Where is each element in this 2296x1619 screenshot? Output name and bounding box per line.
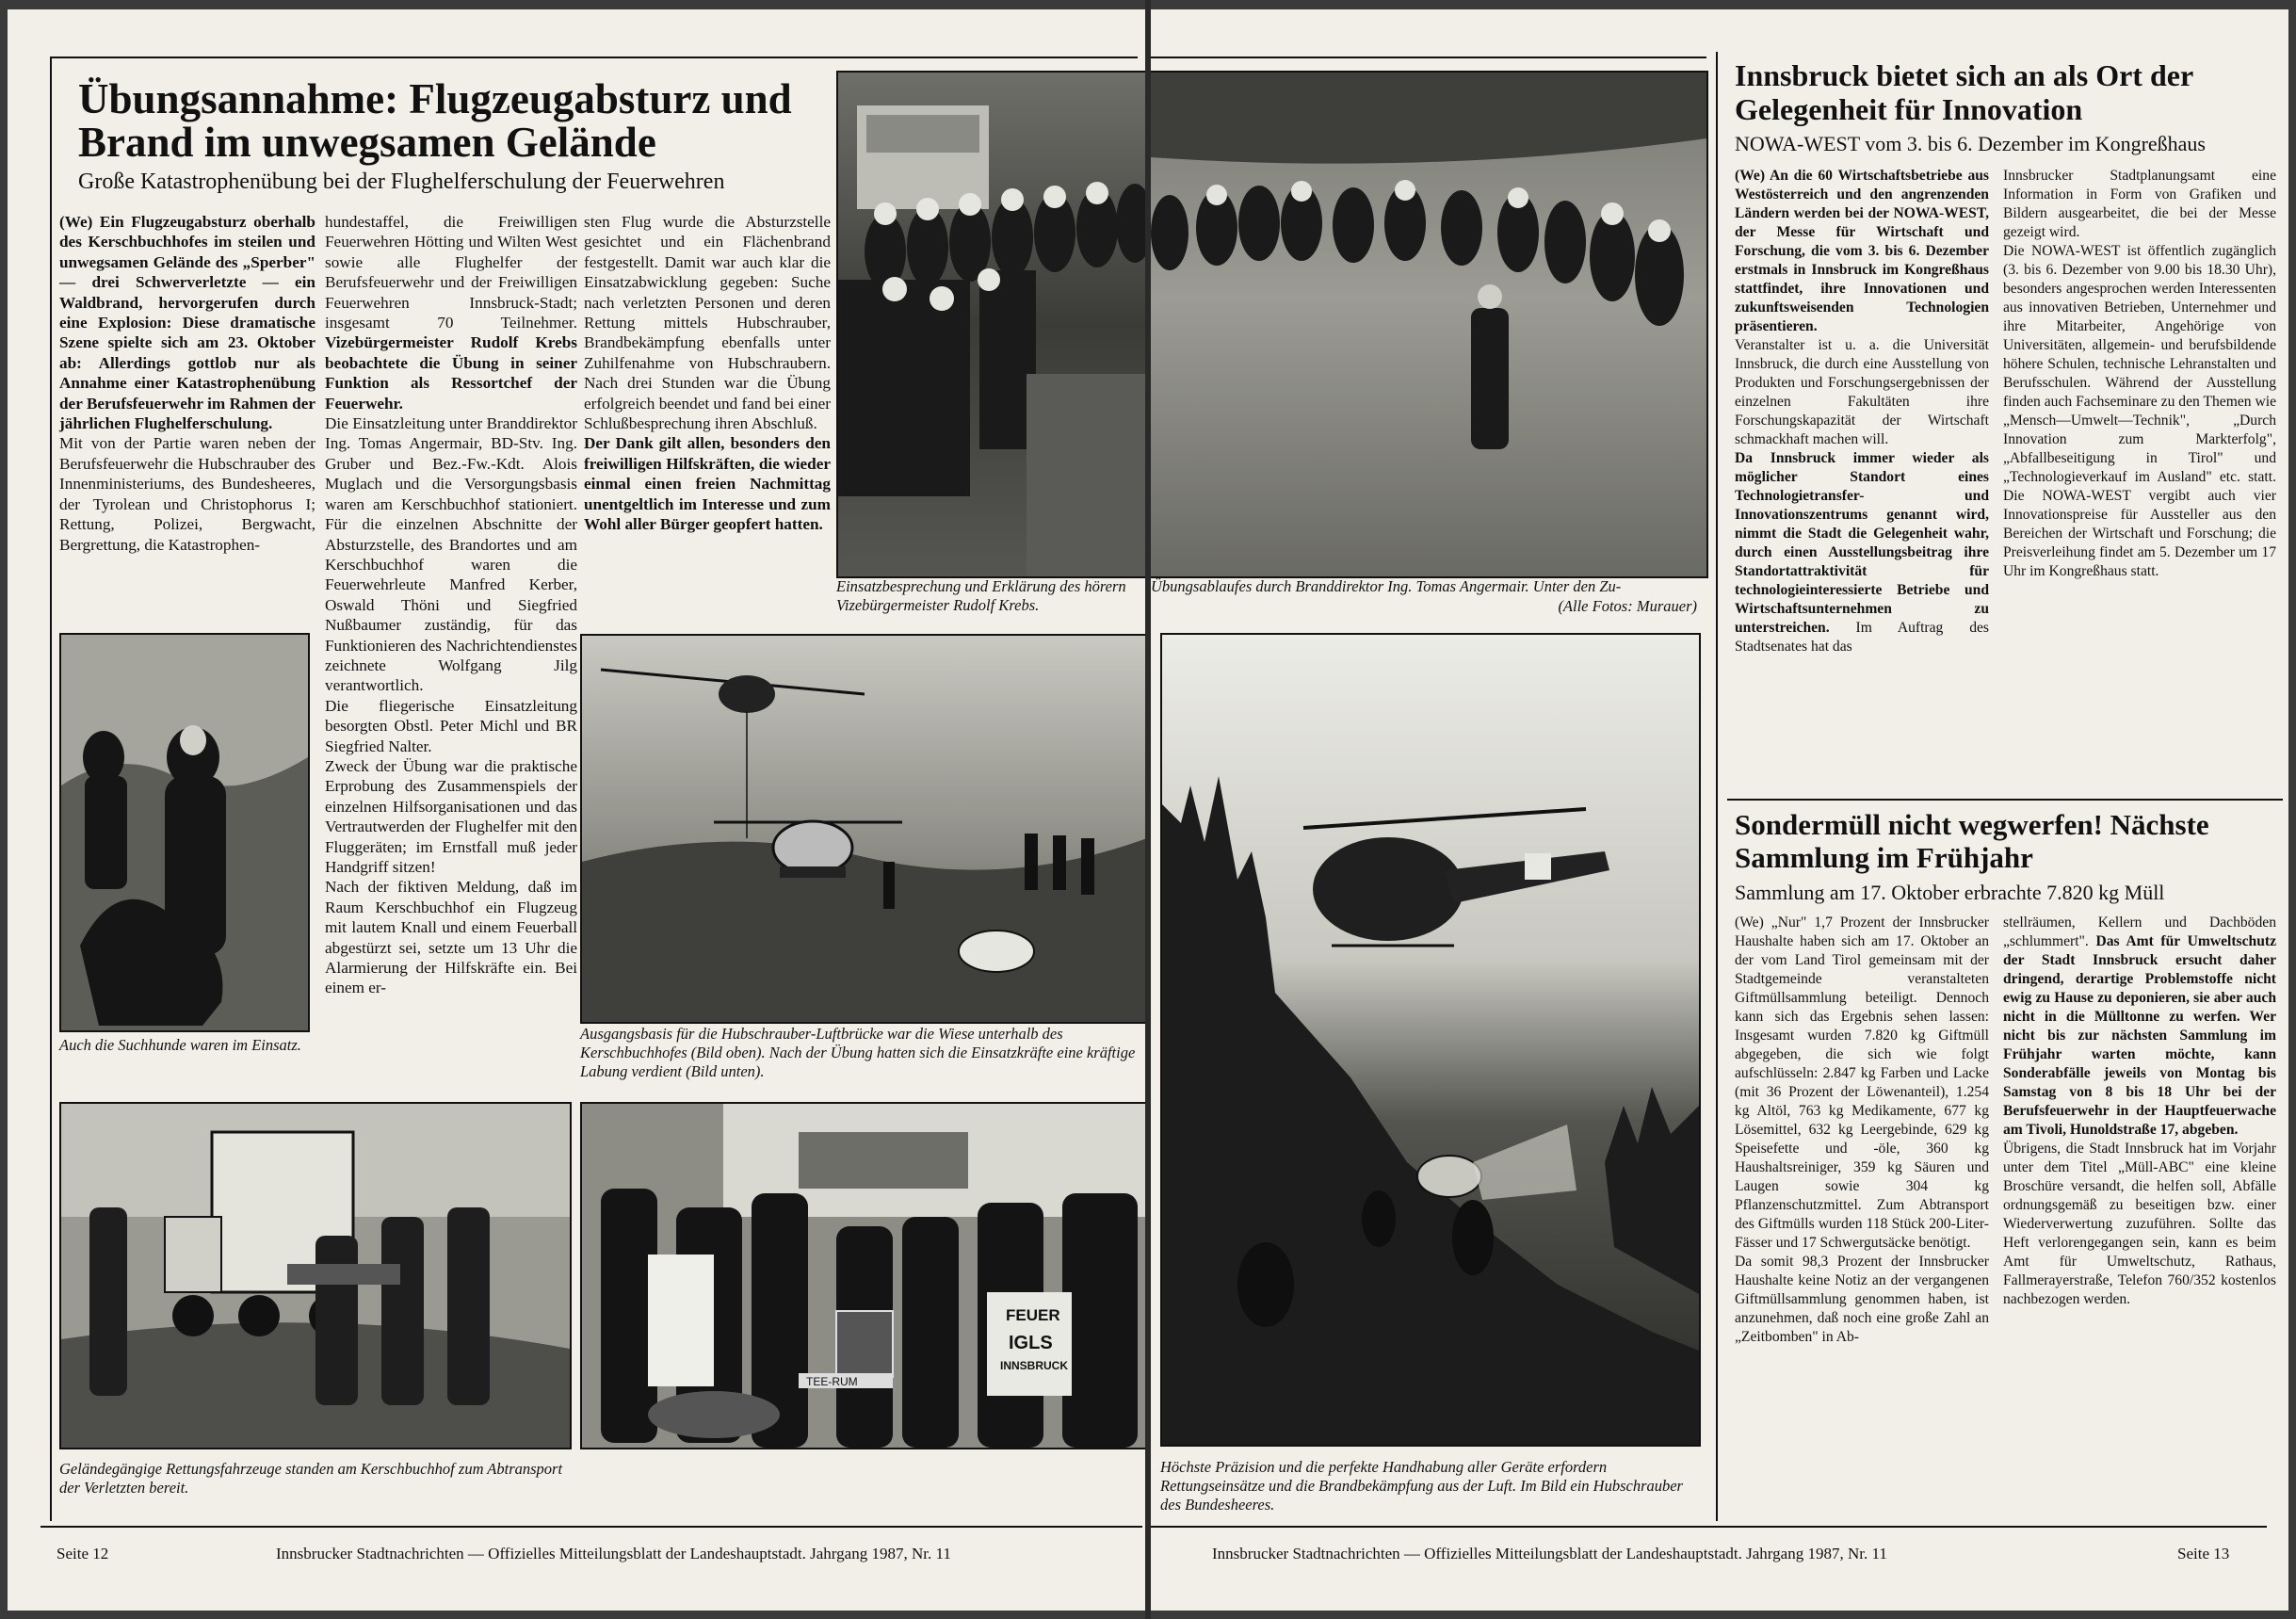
article-text: Mit von der Partie waren neben der Berufsfeuerwehr die Hubschrauber des Innenministeriums, des Bundesheeres, der Tyrolean und Christophorus I; Rettung, Polizei, Bergwacht, Bergrettung, die Katastrophen- (59, 434, 315, 554)
article-text: Die Einsatzleitung unter Branddirektor Ing. Tomas Angermair, BD-Stv. Ing. Gruber und Bez.-Fw.-Kdt. Alois Muglach und die Versorgungsbasis waren am Kerschbuchhof stationiert. Für die einzelnen Abschnitte der Absturzstelle, des Brandortes und am Kerschbuchhof waren die Feuerwehrleute Manfred Kerber, Oswald Thöni und Siegfried Nußbaumer zuständig, für das Funktionieren des Nachrichtendienstes zeichnete Wolfgang Jilg verantwortlich. (325, 414, 577, 695)
waste-col-1 (1735, 914, 1989, 1347)
left-page (8, 9, 1145, 1611)
innovation-text-bold: Da Innsbruck immer wieder als möglicher Standort eines Technologietransfer- und Innovationszentrums genannt wird, nimmt die Stadt die Gelegenheit wahr, durch einen Ausstellungsbeitrag ihre Standortattraktivität für technologieinteressierte Betriebe und Wirtschaftsunternehmen zu unterstreichen. (1735, 450, 1989, 636)
article-col-1 (59, 212, 315, 555)
photo-briefing-right (1151, 71, 1708, 578)
right-page (1151, 9, 2288, 1611)
caption-helicopter-base: Ausgangsbasis für die Hubschrauber-Luftbrücke war die Wiese unterhalb des Kerschbuchhofes (Bild oben). Nach der Übung hatten sich die Einsatzkräfte eine kräftige Labung verdient (Bild unten). (580, 1025, 1136, 1080)
frame-left-rule (50, 57, 52, 1521)
waste-headline: Sondermüll nicht wegwerfen! Nächste Sammlung im Frühjahr (1735, 808, 2209, 874)
caption-briefing-left: Einsatzbesprechung und Erklärung des hörern Vizebürgermeister Rudolf Krebs. (836, 577, 1126, 614)
article-text: Nach der fiktiven Meldung, daß im Raum Kerschbuchhof ein Flugzeug mit lautem Knall und einem Feuerball abgestürzt sei, setzte um 13 Uhr die Alarmierung der Hilfskräfte ein. Bei einem er- (325, 878, 577, 997)
caption-search-dogs: Auch die Suchhunde waren im Einsatz. (59, 1036, 301, 1054)
caption-rescue-vehicle: Geländegängige Rettungsfahrzeuge standen am Kerschbuchhof zum Abtransport der Verletzten bereit. (59, 1460, 563, 1497)
subheadline: Große Katastrophenübung bei der Flughelferschulung der Feuerwehren (78, 170, 725, 194)
photo-military-helicopter (1160, 633, 1701, 1447)
article-text: sten Flug wurde die Absturzstelle gesichtet und ein Flächenbrand festgestellt. Damit war auch klar die Einsatzabwicklung gegeben: Suche nach verletzten Personen und deren Rettung mittels Hubschrauber, Brandbekämpfung ebenfalls unter Zuhilfenahme von Hubschraubern. Nach drei Stunden war die Übung erfolgreich beendet und fand bei einer Schlußbesprechung ihren Abschluß. (584, 213, 831, 433)
innovation-text: Im Auftrag des Stadtsenates hat das (1735, 620, 1989, 655)
article-lead: (We) Ein Flugzeugabsturz oberhalb des Kerschbuchhofes im steilen und unwegsamen Gelände des „Sperber" — drei Schwerverletzte — ein Waldbrand, hervorgerufen durch eine Explosion: Diese dramatische Szene spielte sich am 23. Oktober ab: Allerdings gottlob nur als Annahme einer Katastrophenübung der Berufsfeuerwehr im Rahmen der jährlichen Flughelferschulung. (59, 213, 315, 433)
footer-rule (40, 1526, 1142, 1528)
footer-publication: Innsbrucker Stadtnachrichten — Offizielles Mitteilungsblatt der Landeshauptstadt. Jahrgang 1987, Nr. 11 (1212, 1545, 1887, 1562)
photo-credit: (Alle Fotos: Murauer) (1558, 597, 1697, 615)
article-text: Zweck der Übung war die praktische Erprobung des Zusammenspiels der einzelnen Hilfsorganisationen und das Vertrautwerden der Flughelfer mit den Fluggeräten; im Ernstfall muß jeder Handgriff sitzen! (325, 756, 577, 876)
waste-subheadline: Sammlung am 17. Oktober erbrachte 7.820 kg Müll (1735, 881, 2165, 904)
vest-text-1: FEUER (1006, 1306, 1060, 1324)
innovation-col-2 (2003, 167, 2276, 581)
innovation-text: Innsbrucker Stadtplanungsamt eine Information in Form von Grafiken und Bildern ausgearbeitet, die bei der Messe gezeigt wird. (2003, 168, 2276, 240)
waste-col-2 (2003, 914, 2276, 1309)
top-rule (50, 57, 1138, 58)
innovation-col-1 (1735, 167, 1989, 656)
waste-text: Da somit 98,3 Prozent der Innsbrucker Haushalte keine Notiz an der vergangenen Giftmüllsammlung genommen haben, ist anzunehmen, daß noch eine große Zahl an „Zeitbomben" in Ab- (1735, 1254, 1989, 1345)
footer-rule (1151, 1526, 2267, 1528)
photo-briefing-left (836, 71, 1145, 578)
footer-page-number: Seite 12 (57, 1545, 109, 1562)
article-col-3 (584, 212, 831, 535)
innovation-text: Die NOWA-WEST ist öffentlich zugänglich (3. bis 6. Dezember von 9.00 bis 18.30 Uhr), besonders angesprochen werden Interessenten aus innovativen Betrieben, Unternehmer und ihre Mitarbeiter, Angehörige von Universitäten, allgemein- und berufsbildende höhere Schulen, technische Lehranstalten und Berufsschulen. Während der Ausstellung finden auch Fachseminare zu den Themen wie „Mensch—Umwelt—Technik", „Durch Innovation zum Markterfolg", „Abfallbeseitigung in Tirol" und „Technologieverkauf im Ausland" etc. statt. Die NOWA-WEST vergibt auch vier Innovationspreise für Aussteller aus den Bereichen der Wirtschaft und Forschung; die Preisverleihung findet am 5. Dezember um 17 Uhr im Kongreßhaus statt. (2003, 243, 2276, 579)
article-text-bold: Vizebürgermeister Rudolf Krebs beobachtete die Übung in seiner Funktion als Ressortchef der Feuerwehr. (325, 333, 577, 413)
innovation-subheadline: NOWA-WEST vom 3. bis 6. Dezember im Kongreßhaus (1735, 132, 2206, 155)
photo-rescue-vehicle (59, 1102, 572, 1449)
waste-text-bold: Das Amt für Umweltschutz der Stadt Innsbruck ersucht daher dringend, derartige Problemstoffe nicht ewig zu Hause zu deponieren, sie aber auch nicht in die Mülltonne zu werfen. Wer nicht bis zur nächsten Sammlung im Frühjahr warten möchte, kann Sonderabfälle jeweils von Montag bis Samstag von 8 bis 18 Uhr bei der Berufsfeuerwehr in der Hauptfeuerwache am Tivoli, Hunoldstraße 17, abgeben. (2003, 933, 2276, 1138)
photo-search-dogs (59, 633, 310, 1032)
waste-text: (We) „Nur" 1,7 Prozent der Innsbrucker Haushalte haben sich am 17. Oktober an der vom Land Tirol gemeinsam mit der Stadtgemeinde veranstalteten Giftmüllsammlung beteiligt. Dennoch kann sich das Ergebnis sehen lassen: Insgesamt wurden 7.820 kg Giftmüll abgegeben, die sich wie folgt aufschlüsseln: 2.847 kg Farben und Lacke (mit 36 Prozent der Löwenanteil), 1.254 kg Altöl, 763 kg Medikamente, 677 kg Lösemittel, 632 kg Leergebinde, 629 kg Speisefette und -öle, 360 kg Haushaltsreiniger, 359 kg Säuren und Laugen sowie 304 kg Pflanzenschutzmittel. Zum Abtransport des Giftmülls wurden 118 Stück 200-Liter-Fässer und 17 Schwergutsäcke benötigt. (1735, 915, 1989, 1251)
article-text: Die fliegerische Einsatzleitung besorgten Obstl. Peter Michl und BR Siegfried Nalter. (325, 696, 577, 755)
footer-page-number: Seite 13 (2177, 1545, 2230, 1562)
article-text-bold: Der Dank gilt allen, besonders den freiwilligen Hilfskräften, die wieder einmal einen freien Nachmittag unentgeltlich im Interesse und zum Wohl aller Bürger geopfert hatten. (584, 434, 831, 534)
vest-text-2: IGLS (1009, 1333, 1053, 1353)
waste-text: Übrigens, die Stadt Innsbruck hat im Vorjahr unter dem Titel „Müll-ABC" eine kleine Broschüre versandt, die helfen soll, Abfälle ordnungsgemäß zu beseitigen bzw. einer Wiederverwertung zuzuführen. Sollte das Heft verlorengegangen sein, kann es beim Amt für Umweltschutz, Rathaus, Fallmerayerstraße, Telefon 760/352 kostenlos nachbezogen werden. (2003, 1141, 2276, 1307)
vest-text-3: INNSBRUCK (1000, 1359, 1068, 1372)
article-col-2 (325, 212, 577, 998)
section-rule (1727, 799, 2283, 801)
article-text: hundestaffel, die Freiwilligen Feuerwehren Hötting und Wilten West sowie alle Flughelfer der Berufsfeuerwehr und der Freiwilligen Feuerwehren Innsbruck-Stadt; insgesamt 70 Teilnehmer. (325, 213, 577, 332)
photo-helicopter-base (580, 634, 1145, 1024)
waste-text: stellräumen, Kellern und Dachböden „schlummert". (2003, 915, 2276, 949)
column-rule (1716, 52, 1718, 1521)
footer-publication: Innsbrucker Stadtnachrichten — Offizielles Mitteilungsblatt der Landeshauptstadt. Jahrgang 1987, Nr. 11 (276, 1545, 951, 1562)
innovation-headline: Innsbruck bietet sich an als Ort der Gelegenheit für Innovation (1735, 58, 2193, 126)
headline: Übungsannahme: Flugzeugabsturz und Brand im unwegsamen Gelände (78, 75, 792, 166)
innovation-lead: (We) An die 60 Wirtschaftsbetriebe aus Westösterreich und den angrenzenden Ländern werden bei der NOWA-WEST, der Messe für Wirtschaft und Forschung, die vom 3. bis 6. Dezember erstmals in Innsbruck im Kongreßhaus stattfindet, ihre Innovationen und zukunftsweisenden Technologien präsentieren. (1735, 168, 1989, 334)
innovation-text: Veranstalter ist u. a. die Universität Innsbruck, die durch eine Ausstellung von Produkten und Forschungsergebnissen der einzelnen Fakultäten ihre Forschungskapazität der Wirtschaft schmackhaft machen will. (1735, 337, 1989, 447)
photo-refreshments (580, 1102, 1145, 1449)
top-rule (1151, 57, 1706, 58)
caption-military-helicopter: Höchste Präzision und die perfekte Handhabung aller Geräte erfordern Rettungseinsätze und die Brandbekämpfung aus der Luft. Im Bild ein Hubschrauber des Bundesheeres. (1160, 1458, 1683, 1514)
sign-text: TEE-RUM (806, 1375, 858, 1388)
caption-briefing-right: Übungsablaufes durch Branddirektor Ing. Tomas Angermair. Unter den Zu- (1151, 577, 1622, 595)
